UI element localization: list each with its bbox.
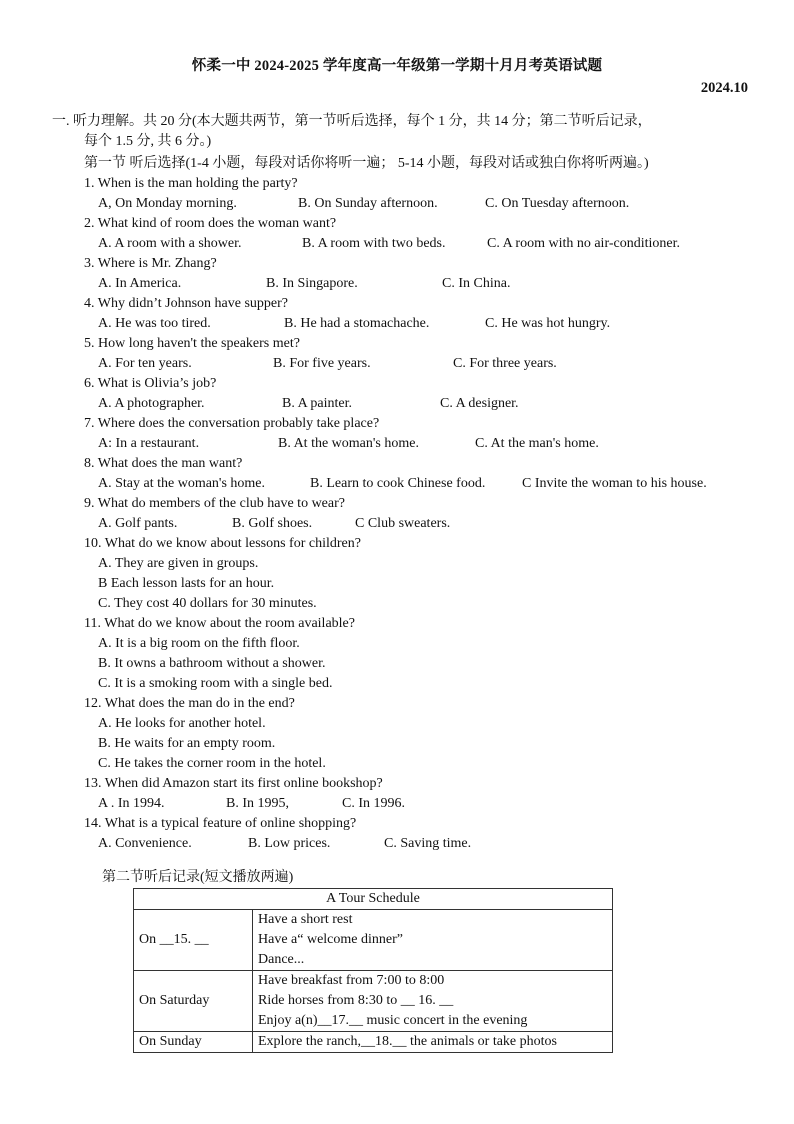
- question-11: 11. What do we know about the room available?: [84, 616, 355, 631]
- option-c: C. He was hot hungry.: [485, 316, 611, 331]
- question-8: 8. What does the man want?: [84, 456, 243, 471]
- option-b: B. He waits for an empty room.: [98, 736, 276, 751]
- option-c: C. They cost 40 dollars for 30 minutes.: [98, 596, 317, 611]
- option-c: C Club sweaters.: [355, 516, 451, 531]
- table-row: [134, 1032, 613, 1053]
- activity-item: Ride horses from 8:30 to __ 16. __: [258, 993, 454, 1008]
- question-7: 7. Where does the conversation probably take place?: [84, 416, 380, 431]
- activity-item: Dance...: [258, 952, 305, 967]
- question-6: 6. What is Olivia’s job?: [84, 376, 217, 391]
- option-b: B. Golf shoes.: [232, 516, 313, 531]
- exam-title: 怀柔一中 2024-2025 学年度高一年级第一学期十月月考英语试题: [191, 58, 603, 74]
- day-cell: On __15. __: [134, 910, 253, 971]
- activity-item: Explore the ranch,__18.__ the animals or take photos: [258, 1034, 557, 1049]
- option-b: B. He had a stomachache.: [284, 316, 430, 331]
- option-c: C. Saving time.: [384, 836, 472, 851]
- option-b: B. For five years.: [273, 356, 371, 371]
- option-c: C. In China.: [442, 276, 511, 291]
- activity-item: Have a“ welcome dinner”: [258, 932, 403, 947]
- option-a: A. In America.: [98, 276, 182, 291]
- section-heading-line1: 一. 听力理解。共 20 分(本大题共两节，第一节听后选择，每个 1 分，共 14 分；第二节听后记录，: [52, 114, 652, 129]
- option-c: C. In 1996.: [342, 796, 405, 811]
- question-14: 14. What is a typical feature of online shopping?: [84, 816, 357, 831]
- option-a: A. They are given in groups.: [98, 556, 259, 571]
- option-a: A. He was too tired.: [98, 316, 211, 331]
- exam-date: 2024.10: [700, 80, 748, 96]
- option-c: C. At the man's home.: [475, 436, 599, 451]
- question-3: 3. Where is Mr. Zhang?: [84, 256, 217, 271]
- table-header: A Tour Schedule: [134, 889, 613, 910]
- option-a: A, On Monday morning.: [98, 196, 237, 211]
- option-b: B. A painter.: [282, 396, 352, 411]
- option-b: B. In Singapore.: [266, 276, 358, 291]
- activity-item: Have breakfast from 7:00 to 8:00: [258, 973, 445, 988]
- option-c: C. A designer.: [440, 396, 519, 411]
- table-row: [134, 971, 613, 1032]
- question-4: 4. Why didn’t Johnson have supper?: [84, 296, 289, 311]
- option-a: A. For ten years.: [98, 356, 192, 371]
- option-c: C. He takes the corner room in the hotel.: [98, 756, 326, 771]
- option-a: A. Stay at the woman's home.: [98, 476, 265, 491]
- option-a: A. A photographer.: [98, 396, 205, 411]
- option-c: C. On Tuesday afternoon.: [485, 196, 630, 211]
- question-10: 10. What do we know about lessons for children?: [84, 536, 361, 551]
- day-cell: On Sunday: [134, 1032, 253, 1053]
- option-b: B. Learn to cook Chinese food.: [310, 476, 486, 491]
- option-c: C Invite the woman to his house.: [522, 476, 707, 491]
- activity-item: Enjoy a(n)__17.__ music concert in the evening: [258, 1013, 528, 1028]
- question-13: 13. When did Amazon start its first online bookshop?: [84, 776, 383, 791]
- question-9: 9. What do members of the club have to wear?: [84, 496, 345, 511]
- option-b: B. It owns a bathroom without a shower.: [98, 656, 326, 671]
- option-a: A. It is a big room on the fifth floor.: [98, 636, 300, 651]
- section-heading-line2: 每个 1.5 分, 共 6 分。): [84, 134, 212, 149]
- table-row: [134, 910, 613, 971]
- option-a: A. He looks for another hotel.: [98, 716, 266, 731]
- option-b: B Each lesson lasts for an hour.: [98, 576, 275, 591]
- option-b: B. In 1995,: [226, 796, 289, 811]
- table-header-row: [134, 889, 613, 910]
- option-a: A. A room with a shower.: [98, 236, 242, 251]
- part2-heading: 第二节听后记录(短文播放两遍): [102, 870, 294, 885]
- option-c: C. A room with no air-conditioner.: [487, 236, 680, 251]
- activities-cell: [253, 910, 613, 971]
- question-2: 2. What kind of room does the woman want?: [84, 216, 337, 231]
- question-12: 12. What does the man do in the end?: [84, 696, 295, 711]
- option-b: B. At the woman's home.: [278, 436, 419, 451]
- question-1: 1. When is the man holding the party?: [84, 176, 298, 191]
- part1-heading: 第一节 听后选择(1-4 小题，每段对话你将听一遍； 5-14 小题，每段对话或独白你将听两遍。): [84, 156, 649, 171]
- option-b: B. On Sunday afternoon.: [298, 196, 438, 211]
- option-a: A . In 1994.: [98, 796, 165, 811]
- option-c: C. For three years.: [453, 356, 557, 371]
- option-a: A. Convenience.: [98, 836, 192, 851]
- activity-item: Have a short rest: [258, 912, 353, 927]
- option-c: C. It is a smoking room with a single bed.: [98, 676, 333, 691]
- option-a: A. Golf pants.: [98, 516, 178, 531]
- option-b: B. Low prices.: [248, 836, 331, 851]
- activities-cell: [253, 971, 613, 1032]
- question-5: 5. How long haven't the speakers met?: [84, 336, 300, 351]
- option-a: A: In a restaurant.: [98, 436, 200, 451]
- activities-cell: [253, 1032, 613, 1053]
- tour-schedule-table: [133, 888, 613, 1053]
- day-cell: On Saturday: [134, 971, 253, 1032]
- option-b: B. A room with two beds.: [302, 236, 446, 251]
